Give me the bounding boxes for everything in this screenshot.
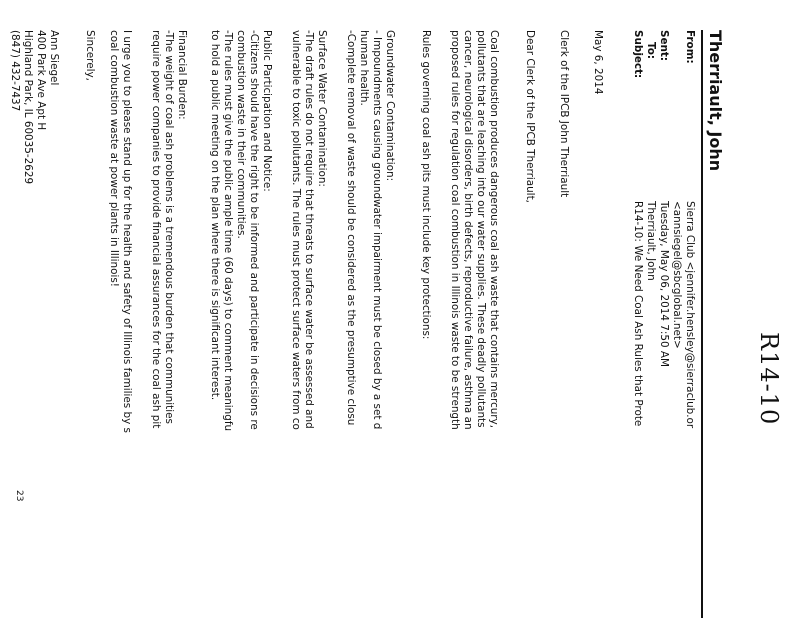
field-value: Tuesday, May 06, 2014 7:50 AM	[658, 201, 670, 367]
field-value: Therriault, John	[645, 201, 657, 281]
letter-closing: Sincerely,	[84, 30, 96, 81]
field-value: Sierra Club <jennifer.hensley@sierraclub.or	[684, 201, 696, 429]
section-line: to hold a public meeting on the plan where there is significant interest.	[209, 30, 221, 401]
section-line: -The draft rules do not require that threats to surface water be assessed and	[303, 30, 315, 429]
section-line: require power companies to provide financial assurances for the coal ash pit	[150, 30, 162, 429]
field-label: From:	[684, 30, 696, 64]
letter-salutation: Dear Clerk of the IPCB Therriault,	[524, 30, 536, 203]
letter-date: May 6, 2014	[592, 30, 604, 95]
section-heading: Groundwater Contamination:	[384, 30, 396, 182]
intro-paragraph	[448, 30, 500, 618]
field-label: Sent:	[658, 30, 670, 62]
section-line: -Citizens should have the right to be informed and participate in decisions re	[248, 30, 260, 430]
section-line: vulnerable to toxic pollutants. The rules must protect surface waters from co	[290, 30, 302, 430]
section-heading: Financial Burden:	[176, 30, 188, 120]
section-heading: Surface Water Contamination:	[316, 30, 328, 187]
section-public-participation	[208, 30, 273, 618]
section-line: human health.	[358, 30, 370, 106]
field-value: R14-10: We Need Coal Ash Rules that Prote	[632, 201, 644, 427]
field-label: Subject:	[632, 30, 644, 79]
header-name: Therriault, John	[706, 30, 725, 172]
header-divider	[701, 30, 703, 618]
signature-block	[8, 30, 60, 618]
paragraph-line: pollutants that are leaching into our water supplies. These deadly pollutants	[475, 30, 487, 428]
letter-recipient: Clerk of the IPCB John Therriault	[558, 30, 570, 198]
paragraph-line: I urge you to please stand up for the health and safety of Illinois families by s	[121, 30, 133, 433]
rules-line: Rules governing coal ash pits must include key protections:	[420, 30, 432, 340]
signature-name: Ann Siegel	[48, 30, 60, 86]
section-surface-water	[289, 30, 328, 618]
paragraph-line: proposed rules for regulation coal combustion in Illinois waste to be strength	[449, 30, 461, 430]
page-number: 23	[14, 490, 24, 502]
paragraph-line: cancer, neurological disorders, birth defects, reproductive failure, asthma an	[462, 30, 474, 430]
docket-stamp: R14-10	[755, 332, 783, 426]
signature-address: 400 Park Ave Apt H	[35, 30, 47, 131]
field-label: To:	[645, 42, 657, 60]
section-line: -The weight of coal ash problems is a tremendous burden that communities	[163, 30, 175, 424]
section-line: - Impoundments causing groundwater impairment must be closed by a set d	[371, 30, 383, 430]
closing-appeal	[107, 30, 133, 618]
paragraph-line: Coal combustion produces dangerous coal ash waste that contains mercury,	[488, 30, 500, 429]
section-line: -Complete removal of waste should be considered as the presumptive closu	[345, 30, 357, 426]
section-line: combustion waste in their communities.	[235, 30, 247, 239]
signature-phone: (847) 432-7437	[9, 30, 21, 112]
paragraph-line: coal combustion waste at power plants in Illinois!	[108, 30, 120, 287]
field-value: <annsiegel@sbcglobal.net>	[671, 201, 683, 349]
section-line: -The rules must give the public ample time (60 days) to comment meaningfu	[222, 30, 234, 432]
signature-city: Highland Park, IL 60035-2629	[22, 30, 34, 185]
section-financial-burden	[149, 30, 188, 618]
section-heading: Public Participation and Notice:	[261, 30, 273, 192]
section-groundwater	[344, 30, 396, 618]
